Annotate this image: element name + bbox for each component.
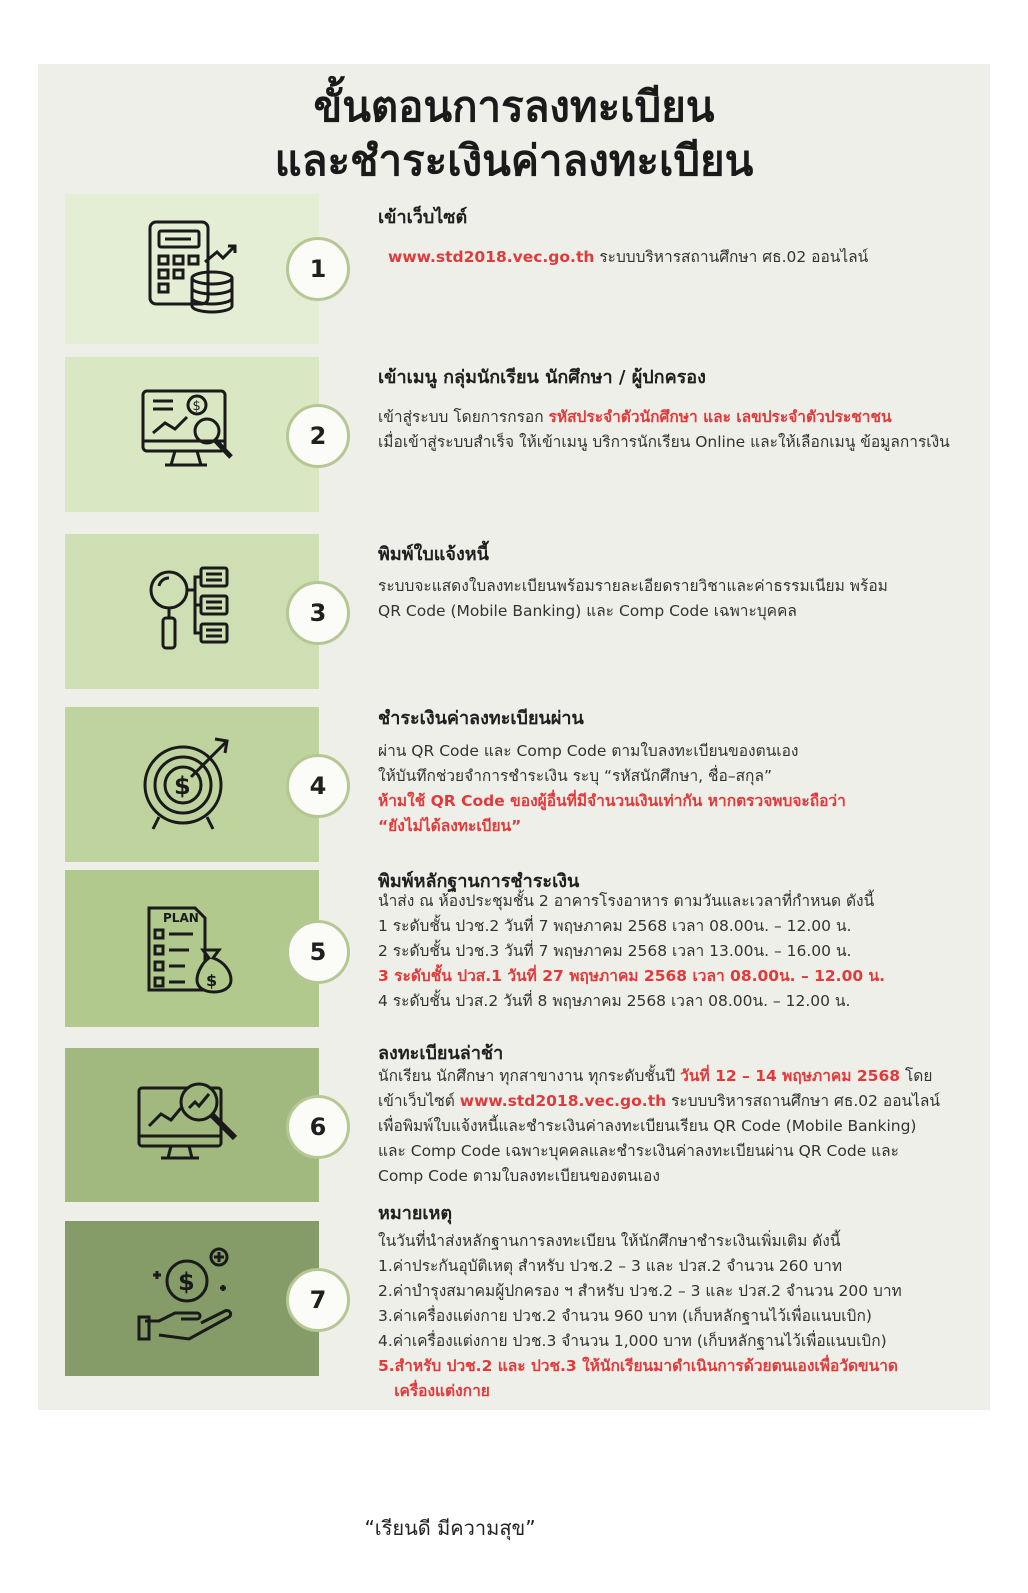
svg-text:PLAN: PLAN xyxy=(163,911,199,925)
step-5-body xyxy=(378,889,978,1014)
infographic-panel xyxy=(38,64,990,1410)
step-3-text-line2: QR Code (Mobile Banking) และ Comp Code เฉพาะบุคคล xyxy=(378,602,797,620)
fee-item: 1.ค่าประกันอุบัติเหตุ สำหรับ ปวช.2 – 3 และ ปวส.2 จำนวน 260 บาท xyxy=(378,1257,843,1275)
step-6-tile xyxy=(65,1048,319,1202)
step-5-tile xyxy=(65,870,319,1027)
title-line-1: ขั้นตอนการลงทะเบียน xyxy=(313,82,715,131)
step-4-warning-line1: ห้ามใช้ QR Code ของผู้อื่นที่มีจำนวนเงินเท่ากัน หากตรวจพบจะถือว่า xyxy=(378,792,846,810)
step-7-tile xyxy=(65,1221,319,1376)
fee-item: 2.ค่าบำรุงสมาคมผู้ปกครอง ฯ สำหรับ ปวช.2 – 3 และ ปวส.2 จำนวน 200 บาท xyxy=(378,1282,902,1300)
step-6-text-line3: เพื่อพิมพ์ใบแจ้งหนี้และชำระเงินค่าลงทะเบียนเรียน QR Code (Mobile Banking) xyxy=(378,1117,917,1135)
fee-item: 4.ค่าเครื่องแต่งกาย ปวช.3 จำนวน 1,000 บาท (เก็บหลักฐานไว้เพื่อแนบเบิก) xyxy=(378,1332,887,1350)
step-2-tile xyxy=(65,357,319,512)
step-3-body xyxy=(378,574,978,624)
step-5-schedule-item-highlight: 3 ระดับชั้น ปวส.1 วันที่ 27 พฤษภาคม 2568 เวลา 08.00น. – 12.00 น. xyxy=(378,967,886,985)
step-3-number: 3 xyxy=(286,581,350,645)
step-3-text-line1: ระบบจะแสดงใบลงทะเบียนพร้อมรายละเอียดรายวิชาและค่าธรรมเนียม พร้อม xyxy=(378,577,888,595)
step-5-intro: นำส่ง ณ ห้องประชุมชั้น 2 อาคารโรงอาหาร ตามวันและเวลาที่กำหนด ดังนี้ xyxy=(378,892,875,910)
step-6-text-line5: Comp Code ตามใบลงทะเบียนของตนเอง xyxy=(378,1167,660,1185)
step-7-intro: ในวันที่นำส่งหลักฐานการลงทะเบียน ให้นักศึกษาชำระเงินเพิ่มเติม ดังนี้ xyxy=(378,1232,841,1250)
website-link[interactable]: www.std2018.vec.go.th xyxy=(459,1092,667,1110)
step-2-text-line2: เมื่อเข้าสู่ระบบสำเร็จ ให้เข้าเมนู บริการนักเรียน Online และให้เลือกเมนู ข้อมูลการเงิน xyxy=(378,433,950,451)
hand-coin-icon xyxy=(135,1243,245,1353)
svg-text:$: $ xyxy=(178,1268,195,1296)
step-6-text-a: นักเรียน นักศึกษา ทุกสาขางาน ทุกระดับชั้นปี xyxy=(378,1067,681,1085)
step-3-heading: พิมพ์ใบแจ้งหนี้ xyxy=(378,544,489,565)
title-line-2: และชำระเงินค่าลงทะเบียน xyxy=(274,136,754,185)
step-6-text-d: ระบบบริหารสถานศึกษา ศธ.02 ออนไลน์ xyxy=(666,1092,941,1110)
step-5-schedule-item: 1 ระดับชั้น ปวช.2 วันที่ 7 พฤษภาคม 2568 เวลา 08.00น. – 12.00 น. xyxy=(378,917,852,935)
step-6-number: 6 xyxy=(286,1095,350,1159)
step-7-number: 7 xyxy=(286,1268,350,1332)
monitor-analytics-icon xyxy=(135,379,245,489)
svg-text:$: $ xyxy=(192,399,201,414)
uniform-notice-line2: เครื่องแต่งกาย xyxy=(378,1382,490,1400)
footer-motto: “เรียนดี มีความสุข” xyxy=(364,1516,536,1540)
step-5-number: 5 xyxy=(286,920,350,984)
calculator-coins-icon xyxy=(135,214,245,324)
step-5-schedule-item: 2 ระดับชั้น ปวช.3 วันที่ 7 พฤษภาคม 2568 เวลา 13.00น. – 16.00 น. xyxy=(378,942,852,960)
step-4-text-line1: ผ่าน QR Code และ Comp Code ตามใบลงทะเบียนของตนเอง xyxy=(378,742,799,760)
step-5-heading: พิมพ์หลักฐานการชำระเงิน xyxy=(378,871,580,892)
step-7-heading: หมายเหตุ xyxy=(378,1203,453,1224)
monitor-chart-search-icon xyxy=(135,1070,245,1180)
step-5-schedule-item: 4 ระดับชั้น ปวส.2 วันที่ 8 พฤษภาคม 2568 เวลา 08.00น. – 12.00 น. xyxy=(378,992,851,1010)
step-4-heading: ชำระเงินค่าลงทะเบียนผ่าน xyxy=(378,708,584,729)
step-4-body xyxy=(378,739,978,839)
step-6-heading: ลงทะเบียนล่าช้า xyxy=(378,1043,504,1064)
target-dollar-icon xyxy=(135,729,245,839)
step-2-number: 2 xyxy=(286,404,350,468)
page-title xyxy=(38,80,990,188)
step-1-tile xyxy=(65,194,319,344)
step-4-tile xyxy=(65,707,319,862)
step-3-tile xyxy=(65,534,319,689)
step-1-text: ระบบบริหารสถานศึกษา ศธ.02 ออนไลน์ xyxy=(594,248,869,266)
step-4-number: 4 xyxy=(286,754,350,818)
step-1-heading: เข้าเว็บไซต์ xyxy=(378,207,468,228)
plan-checklist-icon xyxy=(135,894,245,1004)
step-2-text-a: เข้าสู่ระบบ โดยการกรอก xyxy=(378,408,549,426)
step-2-text-red: รหัสประจำตัวนักศึกษา และ เลขประจำตัวประชาชน xyxy=(548,408,892,426)
step-4-warning-line2: “ยังไม่ได้ลงทะเบียน” xyxy=(378,817,522,835)
svg-text:$: $ xyxy=(206,971,218,990)
step-2-heading: เข้าเมนู กลุ่มนักเรียน นักศึกษา / ผู้ปกครอง xyxy=(378,367,706,388)
step-4-text-line2: ให้บันทึกช่วยจำการชำระเงิน ระบุ “รหัสนักศึกษา, ชื่อ–สกุล” xyxy=(378,767,772,785)
step-1-number: 1 xyxy=(286,237,350,301)
uniform-notice-line1: 5.สำหรับ ปวช.2 และ ปวช.3 ให้นักเรียนมาดำเนินการด้วยตนเองเพื่อวัดขนาด xyxy=(378,1357,898,1375)
svg-text:$: $ xyxy=(174,772,191,800)
step-6-body xyxy=(378,1064,978,1189)
fee-item: 3.ค่าเครื่องแต่งกาย ปวช.2 จำนวน 960 บาท (เก็บหลักฐานไว้เพื่อแนบเบิก) xyxy=(378,1307,872,1325)
step-6-text-c: เข้าเว็บไซต์ xyxy=(378,1092,460,1110)
step-2-body xyxy=(378,405,978,455)
late-registration-date: วันที่ 12 – 14 พฤษภาคม 2568 xyxy=(680,1067,901,1085)
website-link[interactable]: www.std2018.vec.go.th xyxy=(388,248,595,266)
step-6-text-b: โดย xyxy=(900,1067,933,1085)
step-7-body xyxy=(378,1229,978,1404)
magnifier-documents-icon xyxy=(135,556,245,666)
step-6-text-line4: และ Comp Code เฉพาะบุคคลและชำระเงินค่าลงทะเบียนผ่าน QR Code และ xyxy=(378,1142,899,1160)
step-1-body xyxy=(388,245,988,270)
